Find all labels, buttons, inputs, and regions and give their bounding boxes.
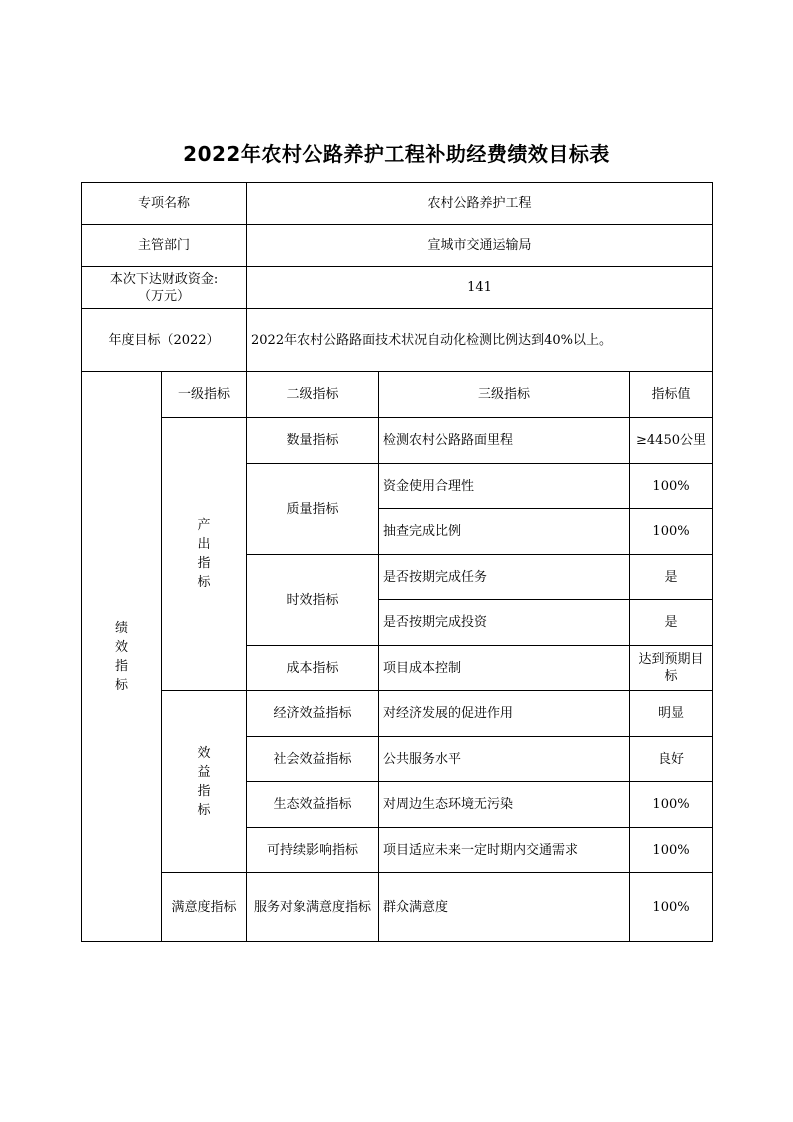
economic-indicator-label: 经济效益指标 [247, 691, 379, 737]
ecological-indicator-label: 生态效益指标 [247, 782, 379, 828]
economic-indicator-item: 对经济发展的促进作用 [379, 691, 630, 737]
department-value: 宣城市交通运输局 [247, 225, 713, 267]
social-indicator-value: 良好 [630, 737, 713, 782]
satisfaction-item: 群众满意度 [379, 873, 630, 942]
header-level1: 一级指标 [162, 372, 247, 418]
table-row [82, 309, 713, 372]
page-title: 2022年农村公路养护工程补助经费绩效目标表 [183, 142, 610, 166]
table-row [82, 225, 713, 267]
table-row [82, 418, 713, 464]
satisfaction-value: 100% [630, 873, 713, 942]
sustainable-indicator-item: 项目适应未来一定时期内交通需求 [379, 828, 630, 873]
cost-indicator-label: 成本指标 [247, 646, 379, 691]
quality-indicator-label: 质量指标 [247, 464, 379, 555]
quality-item-1: 资金使用合理性 [379, 464, 630, 509]
output-indicators-label: 产出指标 [162, 418, 247, 691]
timeliness-item-1: 是否按期完成任务 [379, 555, 630, 600]
funds-label-line1: 本次下达财政资金: [109, 271, 219, 287]
project-name-label: 专项名称 [82, 183, 247, 225]
table-row [82, 873, 713, 942]
annual-goal-label: 年度目标（2022） [82, 309, 247, 372]
annual-goal-value: 2022年农村公路路面技术状况自动化检测比例达到40%以上。 [247, 309, 713, 372]
sustainable-indicator-label: 可持续影响指标 [247, 828, 379, 873]
quantity-indicator-item: 检测农村公路路面里程 [379, 418, 630, 464]
department-label: 主管部门 [82, 225, 247, 267]
timeliness-item-2: 是否按期完成投资 [379, 600, 630, 646]
satisfaction-indicators-label: 满意度指标 [162, 873, 247, 942]
header-level2: 二级指标 [247, 372, 379, 418]
funds-value: 141 [247, 267, 713, 309]
funds-label [82, 267, 247, 309]
performance-indicators-label: 绩效指标 [82, 372, 162, 942]
quality-item-2: 抽查完成比例 [379, 509, 630, 555]
satisfaction-level2-label: 服务对象满意度指标 [247, 873, 379, 942]
cost-indicator-item: 项目成本控制 [379, 646, 630, 691]
project-name-value: 农村公路养护工程 [247, 183, 713, 225]
benefit-indicators-label: 效益指标 [162, 691, 247, 873]
sustainable-indicator-value: 100% [630, 828, 713, 873]
cost-indicator-value: 达到预期目标 [630, 646, 713, 691]
social-indicator-item: 公共服务水平 [379, 737, 630, 782]
timeliness-indicator-label: 时效指标 [247, 555, 379, 646]
timeliness-value-1: 是 [630, 555, 713, 600]
table-row [82, 183, 713, 225]
quantity-indicator-label: 数量指标 [247, 418, 379, 464]
funds-label-line2: （万元） [138, 288, 191, 304]
quantity-indicator-value: ≥4450公里 [630, 418, 713, 464]
table-row [82, 372, 713, 418]
ecological-indicator-value: 100% [630, 782, 713, 828]
performance-target-table [81, 182, 713, 942]
social-indicator-label: 社会效益指标 [247, 737, 379, 782]
quality-value-1: 100% [630, 464, 713, 509]
header-level3: 三级指标 [379, 372, 630, 418]
timeliness-value-2: 是 [630, 600, 713, 646]
economic-indicator-value: 明显 [630, 691, 713, 737]
ecological-indicator-item: 对周边生态环境无污染 [379, 782, 630, 828]
header-value: 指标值 [630, 372, 713, 418]
table-row [82, 267, 713, 309]
quality-value-2: 100% [630, 509, 713, 555]
table-row [82, 691, 713, 737]
